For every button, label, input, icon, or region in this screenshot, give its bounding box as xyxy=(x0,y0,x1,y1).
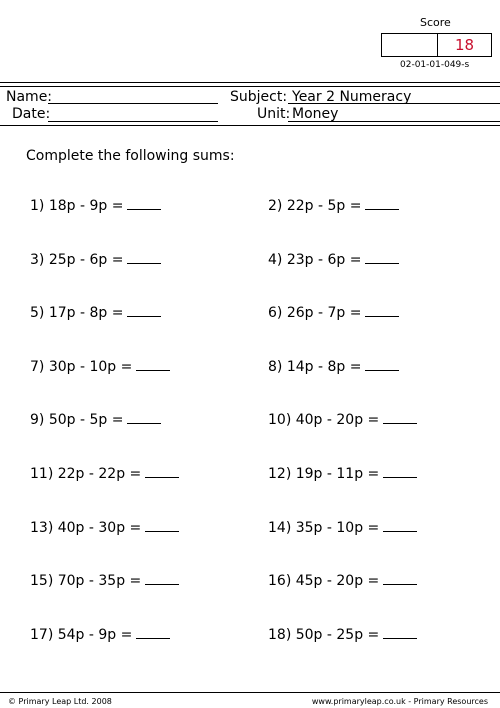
question-text: 5) 17p - 8p = xyxy=(30,305,124,322)
unit-label: Unit: xyxy=(257,106,291,122)
question-text: 13) 40p - 30p = xyxy=(30,519,142,536)
question-text: 12) 19p - 11p = xyxy=(268,466,380,482)
question-item xyxy=(30,358,170,376)
question-item xyxy=(30,304,161,322)
answer-blank[interactable] xyxy=(127,197,161,210)
question-item xyxy=(268,251,399,269)
question-text: 18) 50p - 25p = xyxy=(268,626,380,643)
question-item xyxy=(30,572,179,590)
question-item xyxy=(268,572,417,590)
question-item xyxy=(30,197,161,215)
footer-copyright: © Primary Leap Ltd. 2008 xyxy=(8,697,112,706)
question-item xyxy=(268,358,399,376)
answer-blank[interactable] xyxy=(127,251,161,264)
question-text: 7) 30p - 10p = xyxy=(30,358,133,375)
question-item xyxy=(268,197,399,215)
worksheet-code: 02-01-01-049-s xyxy=(400,60,470,70)
footer-website: www.primaryleap.co.uk - Primary Resources xyxy=(311,697,488,706)
score-label: Score xyxy=(420,16,451,29)
question-item xyxy=(268,411,417,429)
answer-blank[interactable] xyxy=(136,626,170,639)
score-box xyxy=(381,33,492,57)
subject-value: Year 2 Numeracy xyxy=(292,89,412,105)
question-text: 6) 26p - 7p = xyxy=(268,305,362,322)
question-text: 16) 45p - 20p = xyxy=(268,573,380,590)
question-text: 4) 23p - 6p = xyxy=(268,251,362,268)
answer-blank[interactable] xyxy=(383,572,417,585)
answer-blank[interactable] xyxy=(383,411,417,424)
answer-blank[interactable] xyxy=(136,358,170,371)
answer-blank[interactable] xyxy=(127,304,161,317)
date-label: Date: xyxy=(12,106,51,122)
question-item xyxy=(30,519,179,537)
answer-blank[interactable] xyxy=(145,465,179,478)
question-text: 15) 70p - 35p = xyxy=(30,573,142,590)
question-text: 8) 14p - 8p = xyxy=(268,358,362,375)
answer-blank[interactable] xyxy=(383,626,417,639)
instruction: Complete the following sums: xyxy=(26,148,235,164)
footer-rule xyxy=(0,692,500,693)
answer-blank[interactable] xyxy=(365,251,399,264)
question-text: 9) 50p - 5p = xyxy=(30,412,124,429)
answer-blank[interactable] xyxy=(365,304,399,317)
question-item xyxy=(268,465,417,483)
question-item xyxy=(268,519,417,537)
answer-blank[interactable] xyxy=(383,519,417,532)
question-text: 10) 40p - 20p = xyxy=(268,412,380,429)
question-text: 2) 22p - 5p = xyxy=(268,198,362,214)
name-label: Name: xyxy=(6,89,53,105)
question-text: 14) 35p - 10p = xyxy=(268,519,380,536)
question-item xyxy=(30,251,161,269)
question-item xyxy=(268,626,417,644)
question-item xyxy=(30,465,179,483)
question-item xyxy=(30,411,161,429)
answer-blank[interactable] xyxy=(145,519,179,532)
question-text: 17) 54p - 9p = xyxy=(30,626,133,643)
answer-blank[interactable] xyxy=(383,465,417,478)
header-top-rule xyxy=(0,82,500,83)
question-text: 3) 25p - 6p = xyxy=(30,251,124,268)
question-item xyxy=(30,626,170,644)
header-top-rule-2 xyxy=(0,86,500,87)
score-value: 18 xyxy=(454,36,475,54)
name-field[interactable] xyxy=(48,88,218,104)
question-item xyxy=(268,304,399,322)
answer-blank[interactable] xyxy=(365,197,399,210)
date-field[interactable] xyxy=(48,106,218,122)
answer-blank[interactable] xyxy=(127,411,161,424)
question-text: 11) 22p - 22p = xyxy=(30,466,142,482)
unit-value: Money xyxy=(292,106,339,122)
header-bottom-rule xyxy=(0,125,500,126)
question-text: 1) 18p - 9p = xyxy=(30,198,124,214)
answer-blank[interactable] xyxy=(145,572,179,585)
answer-blank[interactable] xyxy=(365,358,399,371)
subject-label: Subject: xyxy=(230,89,288,105)
